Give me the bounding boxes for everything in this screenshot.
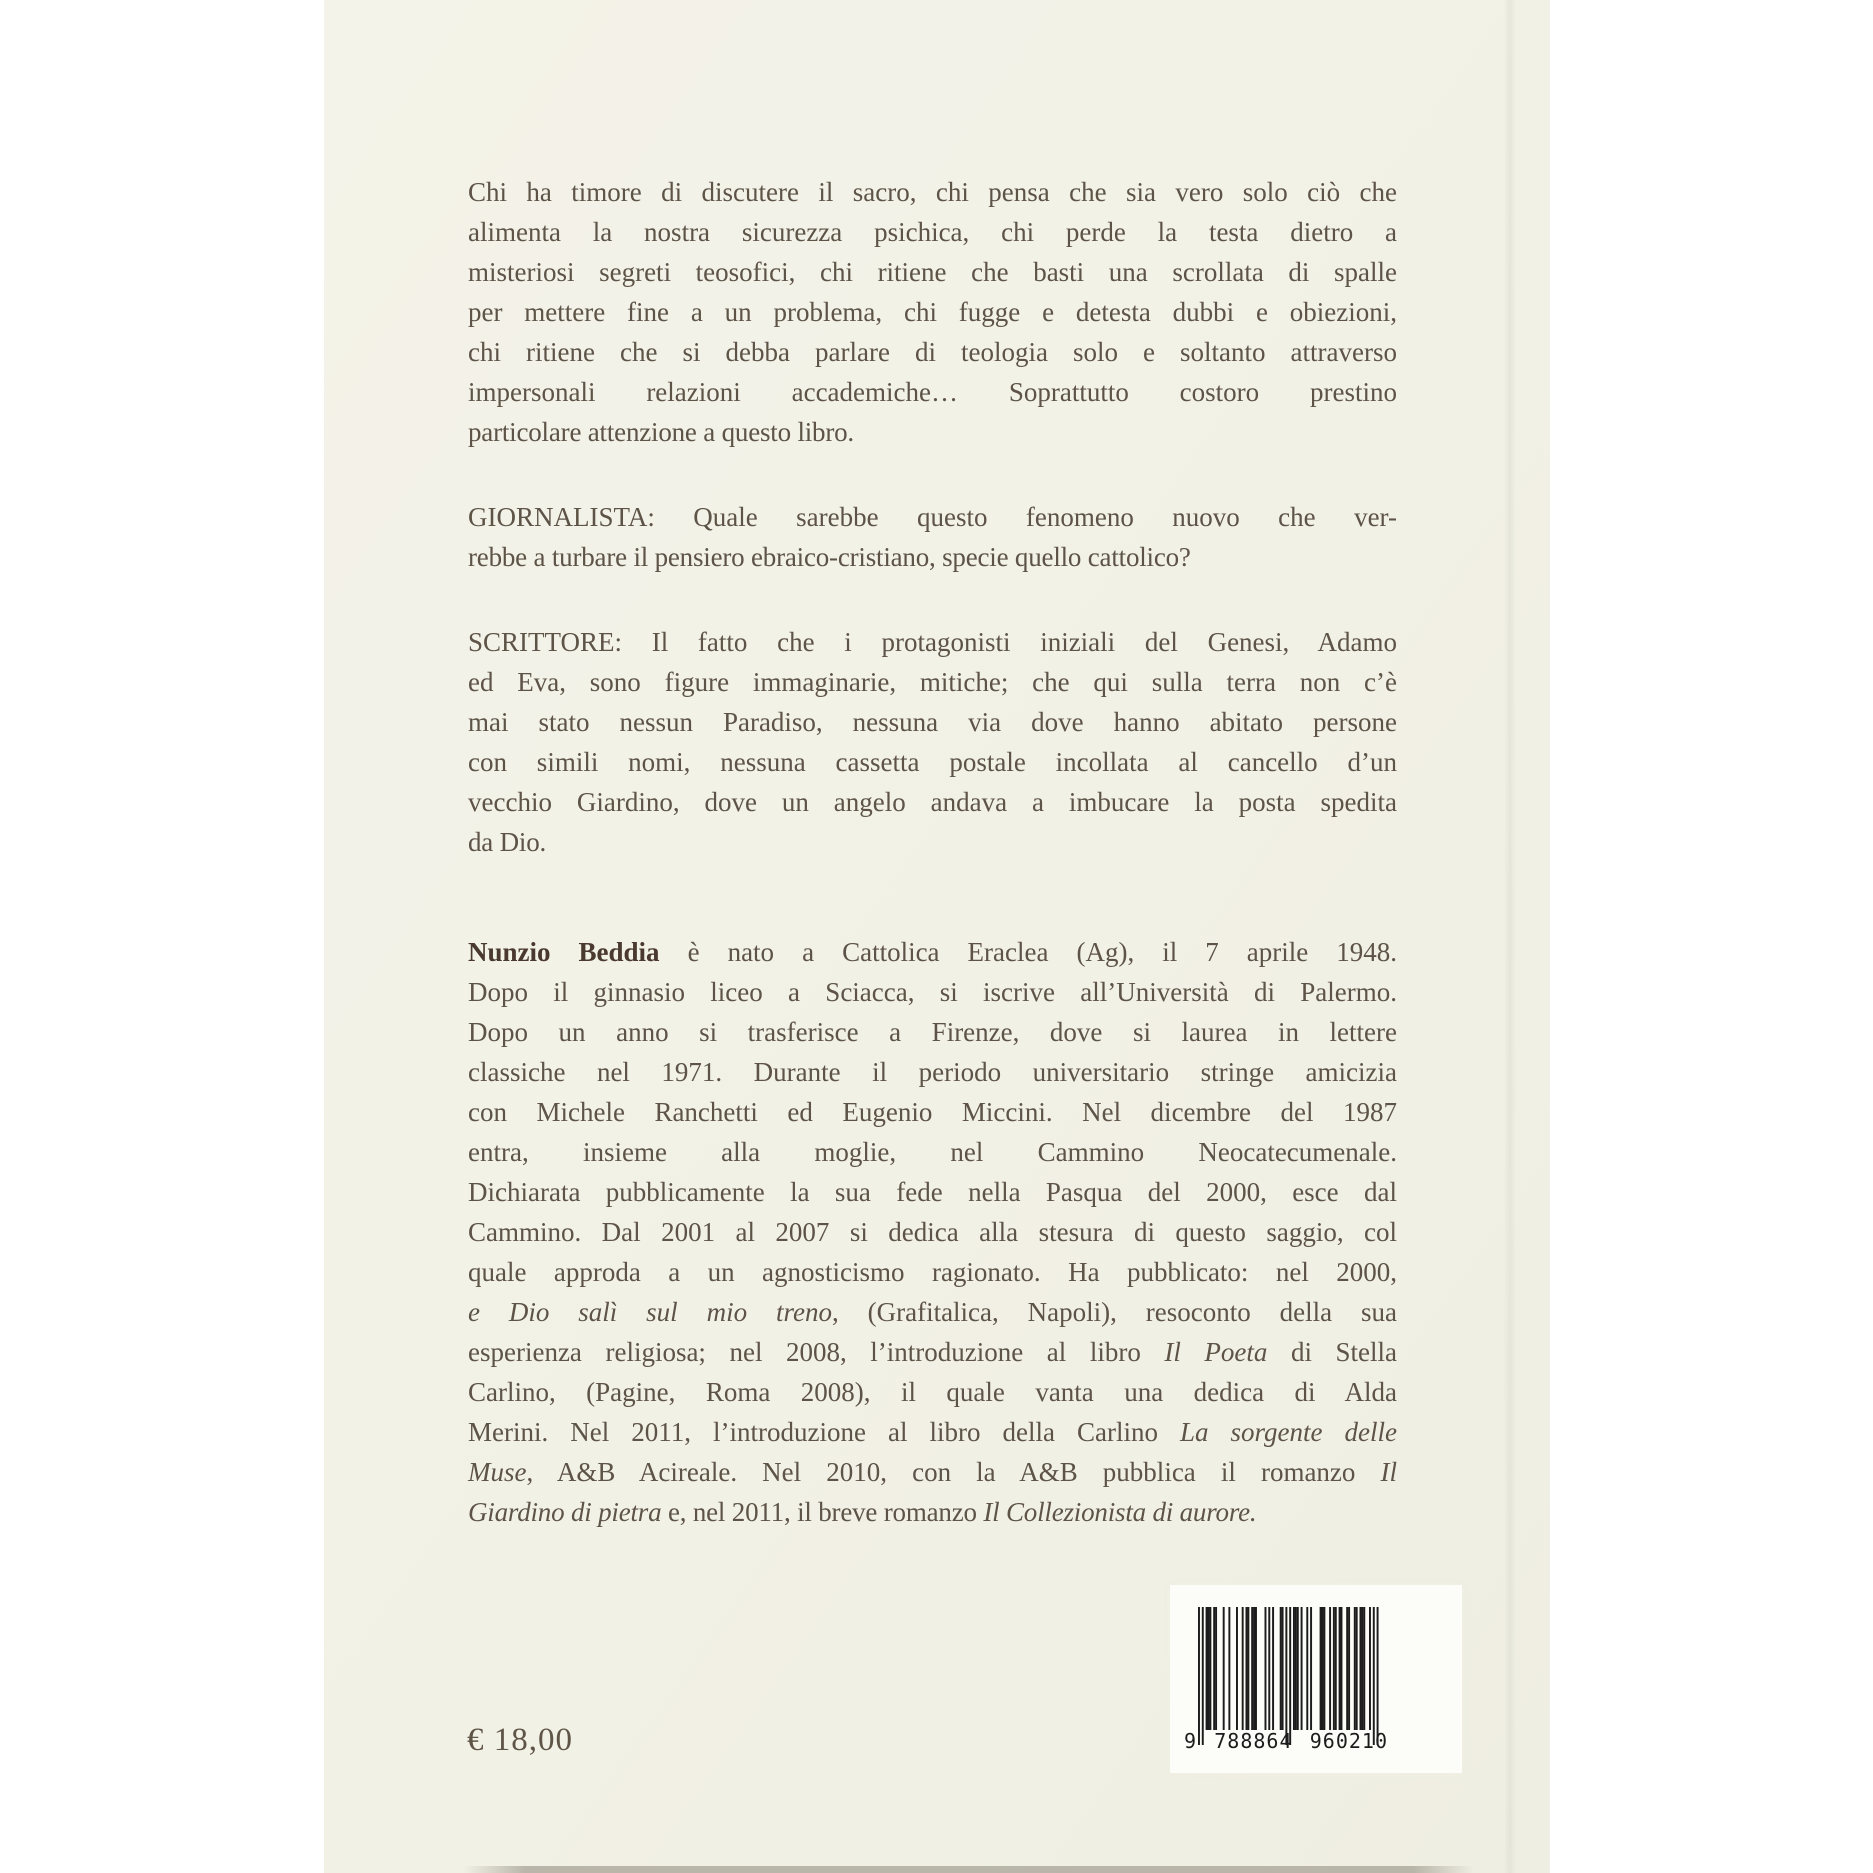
paragraph-writer-answer	[468, 622, 1397, 862]
text-line	[468, 822, 1397, 862]
text-segment: con Michele Ranchetti ed Eugenio Miccini. Nel dicembre del 1987	[468, 1097, 1397, 1127]
text-line	[468, 1372, 1397, 1412]
text-line	[468, 1012, 1397, 1052]
text-line	[468, 1132, 1397, 1172]
barcode-digit-group: 960210	[1309, 1729, 1388, 1753]
text-segment: Muse	[468, 1457, 527, 1487]
text-segment: esperienza religiosa; nel 2008, l’introduzione al libro	[468, 1337, 1165, 1367]
text-line	[468, 972, 1397, 1012]
barcode-digit-group: 9	[1184, 1729, 1198, 1753]
text-segment: Dichiarata pubblicamente la sua fede nella Pasqua del 2000, esce dal	[468, 1177, 1397, 1207]
text-segment: mai stato nessun Paradiso, nessuna via dove hanno abitato persone	[468, 707, 1397, 737]
text-line	[468, 1052, 1397, 1092]
text-segment: ed Eva, sono figure immaginarie, mitiche; che qui sulla terra non c’è	[468, 667, 1397, 697]
text-line	[468, 622, 1397, 662]
text-line	[468, 1452, 1397, 1492]
text-segment: , A&B Acireale. Nel 2010, con la A&B pubblica il romanzo	[526, 1457, 1381, 1487]
text-segment: Carlino, (Pagine, Roma 2008), il quale vanta una dedica di Alda	[468, 1377, 1397, 1407]
book-back-cover	[324, 0, 1550, 1873]
text-segment: Il Collezionista di aurore.	[983, 1497, 1257, 1527]
text-segment: Nunzio Beddia	[468, 937, 660, 967]
text-line	[468, 782, 1397, 822]
text-segment: chi ritiene che si debba parlare di teologia solo e soltanto attraverso	[468, 337, 1397, 367]
text-segment: Il	[1380, 1457, 1397, 1487]
text-line	[468, 332, 1397, 372]
book-bottom-edge-shadow	[464, 1866, 1474, 1873]
text-segment: è nato a Cattolica Eraclea (Ag), il 7 aprile 1948.	[659, 937, 1397, 967]
text-line	[468, 1412, 1397, 1452]
text-segment: classiche nel 1971. Durante il periodo universitario stringe amicizia	[468, 1057, 1397, 1087]
text-segment: vecchio Giardino, dove un angelo andava a imbucare la posta spedita	[468, 787, 1397, 817]
text-segment: di Stella	[1267, 1337, 1398, 1367]
text-line	[468, 702, 1397, 742]
text-line	[468, 662, 1397, 702]
blurb-text	[468, 172, 1397, 1532]
text-line	[468, 252, 1397, 292]
text-segment: Il Poeta	[1164, 1337, 1268, 1367]
barcode-number	[1184, 1729, 1388, 1753]
text-segment: La sorgente delle	[1180, 1417, 1397, 1447]
text-segment: particolare attenzione a questo libro.	[468, 417, 854, 447]
text-line	[468, 497, 1397, 537]
text-segment: e Dio salì sul mio treno	[468, 1297, 832, 1327]
text-line	[468, 1492, 1397, 1532]
text-segment: rebbe a turbare il pensiero ebraico-cristiano, specie quello cattolico?	[468, 542, 1191, 572]
text-segment: alimenta la nostra sicurezza psichica, chi perde la testa dietro a	[468, 217, 1397, 247]
text-segment: e, nel 2011, il breve romanzo	[661, 1497, 984, 1527]
text-segment: impersonali relazioni accademiche… Soprattutto costoro prestino	[468, 377, 1397, 407]
text-segment: per mettere fine a un problema, chi fugge e detesta dubbi e obiezioni,	[468, 297, 1397, 327]
text-segment: SCRITTORE: Il fatto che i protagonisti iniziali del Genesi, Adamo	[468, 627, 1397, 657]
text-line	[468, 537, 1397, 577]
barcode	[1170, 1585, 1462, 1773]
text-segment: Dopo il ginnasio liceo a Sciacca, si iscrive all’Università di Palermo.	[468, 977, 1397, 1007]
cover-crease	[1504, 0, 1516, 1873]
text-line	[468, 742, 1397, 782]
text-line	[468, 372, 1397, 412]
text-line	[468, 292, 1397, 332]
text-segment: misteriosi segreti teosofici, chi ritiene che basti una scrollata di spalle	[468, 257, 1397, 287]
text-line	[468, 1212, 1397, 1252]
paragraph-journalist-question	[468, 497, 1397, 577]
text-segment: , (Grafitalica, Napoli), resoconto della sua	[831, 1297, 1397, 1327]
text-segment: entra, insieme alla moglie, nel Cammino Neocatecumenale.	[468, 1137, 1397, 1167]
text-segment: Merini. Nel 2011, l’introduzione al libro della Carlino	[468, 1417, 1180, 1447]
text-line	[468, 932, 1397, 972]
text-segment: quale approda a un agnosticismo ragionato. Ha pubblicato: nel 2000,	[468, 1257, 1397, 1287]
text-line	[468, 1332, 1397, 1372]
text-segment: Giardino di pietra	[468, 1497, 662, 1527]
price-label: € 18,00	[467, 1722, 573, 1758]
text-line	[468, 412, 1397, 452]
text-segment: Chi ha timore di discutere il sacro, chi pensa che sia vero solo ciò che	[468, 177, 1397, 207]
text-segment: GIORNALISTA: Quale sarebbe questo fenomeno nuovo che ver-	[468, 502, 1397, 532]
text-segment: da Dio.	[468, 827, 547, 857]
text-line	[468, 172, 1397, 212]
text-segment: con simili nomi, nessuna cassetta postale incollata al cancello d’un	[468, 747, 1397, 777]
text-line	[468, 212, 1397, 252]
barcode-digit-group: 788864	[1214, 1729, 1293, 1753]
text-segment: Cammino. Dal 2001 al 2007 si dedica alla stesura di questo saggio, col	[468, 1217, 1397, 1247]
text-line	[468, 1252, 1397, 1292]
text-segment: Dopo un anno si trasferisce a Firenze, dove si laurea in lettere	[468, 1017, 1397, 1047]
paragraph-author-bio	[468, 932, 1397, 1532]
text-line	[468, 1292, 1397, 1332]
text-line	[468, 1172, 1397, 1212]
text-line	[468, 1092, 1397, 1132]
paragraph-intro	[468, 172, 1397, 452]
barcode-bars	[1198, 1607, 1380, 1747]
